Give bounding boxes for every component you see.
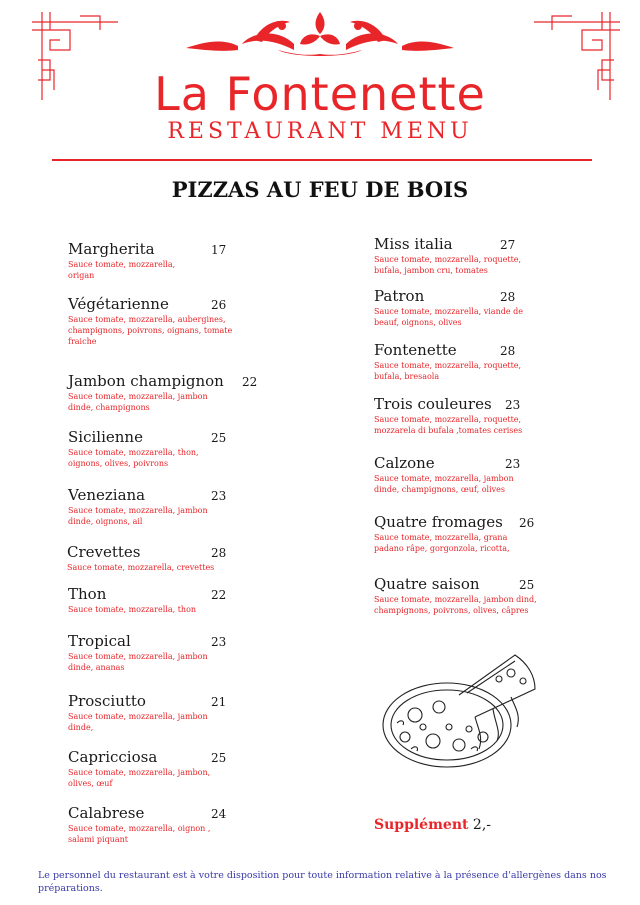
item-name: Capricciosa — [68, 748, 158, 766]
item-name: Sicilienne — [68, 428, 143, 446]
item-price: 23 — [211, 635, 227, 649]
flourish-ornament-icon — [182, 10, 458, 60]
item-price: 22 — [242, 375, 258, 389]
item-name: Veneziana — [68, 486, 146, 504]
item-name: Végétarienne — [68, 295, 169, 313]
item-name: Crevettes — [67, 543, 141, 561]
item-price: 26 — [519, 516, 535, 530]
item-name: Calzone — [374, 454, 435, 472]
item-description: Sauce tomate, mozzarella, roquette, bufala, bresaola — [374, 361, 522, 381]
supplement-value: 2,- — [472, 817, 492, 833]
item-name: Thon — [68, 585, 107, 603]
brand-name: La Fontenette — [154, 67, 486, 121]
item-price: 27 — [500, 238, 516, 252]
item-name: Quatre saison — [374, 575, 480, 593]
item-name: Margherita — [68, 240, 155, 258]
item-price: 23 — [505, 457, 521, 471]
item-price: 28 — [500, 344, 516, 358]
item-description: Sauce tomate, mozzarella, jambon dinde, champignons — [68, 392, 208, 412]
item-price: 17 — [211, 243, 227, 257]
item-description: Sauce tomate, mozzarella, jambon dinde, — [68, 712, 208, 732]
item-name: Jambon champignon — [68, 372, 224, 390]
item-name: Miss italia — [374, 235, 453, 253]
supplement-label: Supplément — [374, 817, 469, 833]
item-description: Sauce tomate, mozzarella, thon — [68, 605, 197, 614]
item-name: Fontenette — [374, 341, 457, 359]
allergen-note: Le personnel du restaurant est à votre disposition pour toute information relative à la présence d'allergènes dans nos préparations. — [38, 870, 607, 894]
item-description: Sauce tomate, mozzarella, roquette, mozzarela di bufala ,tomates cerises — [374, 415, 523, 435]
item-description: Sauce tomate, mozzarella, jambon dinde, oignons, ail — [68, 506, 208, 526]
item-price: 28 — [211, 546, 227, 560]
item-name: Trois couleures — [374, 395, 492, 413]
supplement-note — [374, 815, 491, 835]
item-description: Sauce tomate, mozzarella, crevettes — [67, 563, 215, 572]
item-description: Sauce tomate, mozzarella, thon, oignons, olives, poivrons — [68, 448, 199, 468]
item-price: 23 — [211, 489, 227, 503]
item-description: Sauce tomate, mozzarella, origan — [68, 260, 176, 280]
item-name: Quatre fromages — [374, 513, 503, 531]
item-name: Prosciutto — [68, 692, 146, 710]
item-price: 22 — [211, 588, 227, 602]
item-price: 25 — [211, 431, 227, 445]
item-description: Sauce tomate, mozzarella, aubergines, champignons, poivrons, oignans, tomate fraiche — [68, 315, 233, 346]
item-name: Tropical — [68, 632, 131, 650]
menu-subtitle: RESTAURANT MENU — [167, 119, 473, 144]
item-description: Sauce tomate, mozzarella, jambon dind, champignons, poivrons, olives, câpres — [374, 595, 537, 615]
section-title: PIZZAS AU FEU DE BOIS — [171, 177, 469, 202]
header-divider — [52, 159, 592, 161]
item-description: Sauce tomate, mozzarella, oignon , salami piquant — [68, 824, 211, 844]
item-price: 23 — [505, 398, 521, 412]
item-price: 28 — [500, 290, 516, 304]
item-price: 25 — [519, 578, 535, 592]
item-description: Sauce tomate, mozzarella, viande de beauf, oignons, olives — [374, 307, 523, 327]
item-name: Calabrese — [68, 804, 145, 822]
item-price: 26 — [211, 298, 227, 312]
item-price: 24 — [211, 807, 227, 821]
item-price: 21 — [211, 695, 227, 709]
item-description: Sauce tomate, mozzarella, roquette, bufala, jambon cru, tomates — [374, 255, 522, 275]
item-description: Sauce tomate, mozzarella, jambon dinde, champignons, œuf, olives — [374, 474, 514, 494]
item-description: Sauce tomate, mozzarella, jambon dinde, ananas — [68, 652, 208, 672]
pizza-illustration-icon — [375, 645, 540, 780]
item-price: 25 — [211, 751, 227, 765]
item-description: Sauce tomate, mozzarella, grana padano râpe, gorgonzola, ricotta, — [374, 533, 510, 553]
item-name: Patron — [374, 287, 425, 305]
item-description: Sauce tomate, mozzarella, jambon, olives, œuf — [68, 768, 211, 788]
